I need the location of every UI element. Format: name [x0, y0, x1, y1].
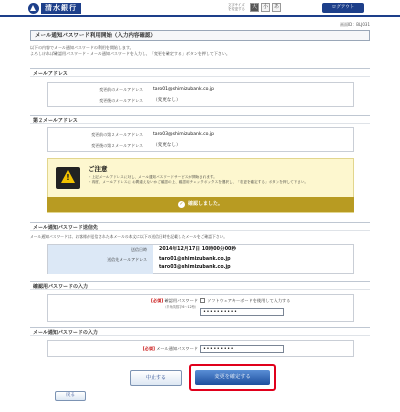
- sent-datetime-label: 送信日時: [48, 245, 153, 254]
- caution-item: ・ 上記メールアドレスに対し、メール通知パスワードサービスが開始されます。: [88, 175, 350, 180]
- intro-line-2: よろしければ確認用パスワード・メール通知パスワードを入力し、「変更を確定する」ボタンを押して下さい。: [30, 50, 230, 56]
- email2-before-value: taro03@shimizubank.co.jp: [153, 131, 214, 137]
- email-section-heading: メールアドレス: [30, 68, 370, 77]
- warning-icon: !: [56, 167, 80, 189]
- email2-before-label: 変更前の第２メールアドレス: [91, 132, 143, 137]
- confirm-password-input[interactable]: ••••••••••: [200, 308, 284, 316]
- bank-logo: [28, 2, 81, 15]
- email-box: [47, 82, 354, 107]
- confirmed-label[interactable]: 確認しました。: [187, 201, 223, 208]
- destination-address-row: [48, 254, 353, 274]
- email-after-value: （変更なし）: [153, 97, 181, 103]
- bank-logo-icon: [28, 3, 39, 14]
- email2-box: [47, 127, 354, 152]
- sent-datetime-row: [48, 245, 353, 254]
- cancel-button[interactable]: 中止する: [130, 370, 182, 386]
- caution-title: ご注意: [88, 165, 108, 173]
- confirm-password-section-heading: 確認用パスワードの入力: [30, 281, 370, 290]
- mail-password-section-heading: メール通知パスワードの入力: [30, 327, 370, 336]
- font-size-label: 文字サイズを変更する: [228, 2, 245, 11]
- mail-password-label: メール通知パスワード: [156, 346, 198, 351]
- caution-item: ・ 再度、メールアドレスに お間違えないかご確認の上、確認用チェックボックスを選択し、「変更を確定する」ボタンを押して下さい。: [88, 180, 350, 185]
- logout-button[interactable]: ログアウト: [322, 3, 364, 13]
- confirm-checkbox-bar[interactable]: [47, 197, 354, 212]
- soft-keyboard-checkbox[interactable]: [200, 298, 205, 303]
- confirm-password-label: 確認用パスワード: [164, 298, 198, 303]
- destination-section-heading: メール通知パスワード送信先: [30, 222, 370, 231]
- email-before-label: 変更前のメールアドレス: [99, 87, 143, 92]
- soft-keyboard-option[interactable]: [200, 298, 290, 303]
- back-button[interactable]: 戻る: [55, 391, 86, 401]
- destination-description: メール通知パスワードは、お客様が送信された本メールの本文に以下の送信日時を記載したメールをご確認下さい。: [30, 234, 228, 239]
- font-size-switcher: [228, 3, 281, 12]
- header: [0, 0, 400, 17]
- font-size-default-button[interactable]: あ: [273, 4, 279, 11]
- destination-address: taro03@shimizubank.co.jp: [159, 264, 231, 270]
- confirm-password-box: [47, 294, 354, 322]
- bank-name: 清水銀行: [41, 3, 81, 14]
- check-icon[interactable]: ✓: [179, 201, 184, 208]
- mail-password-box: [47, 340, 354, 357]
- mail-password-input[interactable]: •••••••••: [200, 345, 284, 353]
- confirm-change-button[interactable]: 変更を確定する: [195, 370, 270, 385]
- email-after-label: 変更後のメールアドレス: [99, 98, 143, 103]
- confirm-button-highlight: [189, 364, 276, 391]
- intro-line-1: 以下の内容でメール通知パスワードの利用を開始します。: [30, 45, 134, 50]
- destination-address-label: 送信先メールアドレス: [48, 254, 153, 274]
- destination-address: taro01@shimizubank.co.jp: [159, 257, 231, 262]
- required-badge: [必須]: [142, 346, 155, 351]
- email-before-value: taro01@shimizubank.co.jp: [153, 86, 214, 92]
- required-badge: [必須]: [150, 298, 164, 303]
- intro-text: [30, 45, 370, 57]
- page-title: メール通知パスワード利用開始（入力内容確認）: [30, 30, 370, 41]
- sent-datetime-value: 2014年12月17日 10時00分00秒: [159, 246, 237, 252]
- confirm-password-sublabel: （半角英数字6～12桁）: [163, 305, 198, 309]
- email2-after-value: （変更なし）: [153, 142, 181, 148]
- font-size-small-button[interactable]: 小: [262, 4, 268, 11]
- font-size-large-button[interactable]: 大: [251, 4, 257, 11]
- destination-table: [47, 244, 354, 274]
- screen-id: 画面ID：BLJ031: [339, 22, 370, 27]
- email2-section-heading: 第２メールアドレス: [30, 115, 370, 124]
- soft-keyboard-label[interactable]: ソフトウェアキーボードを使用して入力する: [207, 298, 291, 303]
- caution-list: [88, 175, 350, 186]
- email2-after-label: 変更後の第２メールアドレス: [91, 143, 143, 148]
